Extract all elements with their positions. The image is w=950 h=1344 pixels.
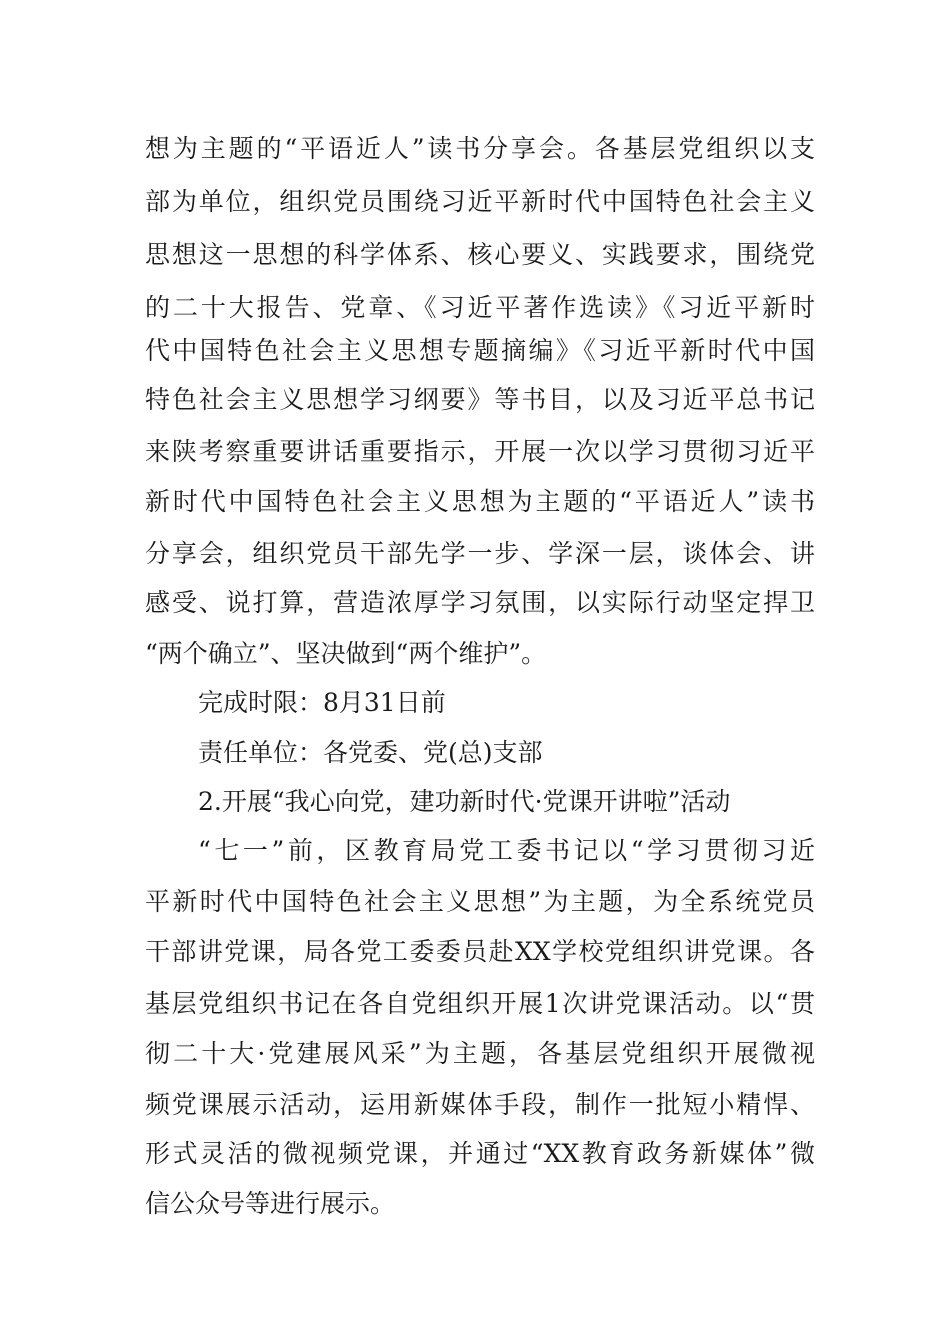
paragraph-line: “七一”前，区教育局党工委书记以“学习贯彻习近	[198, 836, 815, 865]
paragraph-line: 形式灵活的微视频党课，并通过“XX教育政务新媒体”微	[145, 1139, 815, 1168]
paragraph-line: 想为主题的“平语近人”读书分享会。各基层党组织以支	[145, 134, 815, 163]
paragraph-line: “两个确立”、坚决做到“两个维护”。	[145, 639, 547, 668]
paragraph-line: 基层党组织书记在各自党组织开展1次讲党课活动。以“贯	[145, 989, 815, 1018]
paragraph-line: 部为单位，组织党员围绕习近平新时代中国特色社会主义	[145, 187, 815, 216]
section-heading: 2.开展“我心向党，建功新时代·党课开讲啦”活动	[198, 787, 731, 816]
paragraph-line: 平新时代中国特色社会主义思想”为主题，为全系统党员	[145, 887, 815, 916]
responsible-unit: 责任单位：各党委、党(总)支部	[198, 738, 543, 767]
paragraph-line: 干部讲党课，局各党工委委员赴XX学校党组织讲党课。各	[145, 937, 815, 966]
paragraph-line: 代中国特色社会主义思想专题摘编》《习近平新时代中国	[145, 336, 815, 365]
paragraph-line: 新时代中国特色社会主义思想为主题的“平语近人”读书	[145, 487, 815, 516]
paragraph-line: 分享会，组织党员干部先学一步、学深一层，谈体会、讲	[145, 539, 815, 568]
paragraph-line: 彻二十大·党建展风采”为主题，各基层党组织开展微视	[145, 1039, 815, 1068]
paragraph-line: 的二十大报告、党章、《习近平著作选读》《习近平新时	[145, 293, 815, 322]
paragraph-line: 感受、说打算，营造浓厚学习氛围，以实际行动坚定捍卫	[145, 588, 815, 617]
deadline: 完成时限：8月31日前	[198, 688, 446, 717]
paragraph-line: 特色社会主义思想学习纲要》等书目，以及习近平总书记	[145, 385, 815, 414]
paragraph-line: 思想这一思想的科学体系、核心要义、实践要求，围绕党	[145, 240, 815, 269]
paragraph-line: 信公众号等进行展示。	[145, 1189, 396, 1218]
paragraph-line: 来陕考察重要讲话重要指示，开展一次以学习贯彻习近平	[145, 437, 815, 466]
paragraph-line: 频党课展示活动，运用新媒体手段，制作一批短小精悍、	[145, 1090, 815, 1119]
